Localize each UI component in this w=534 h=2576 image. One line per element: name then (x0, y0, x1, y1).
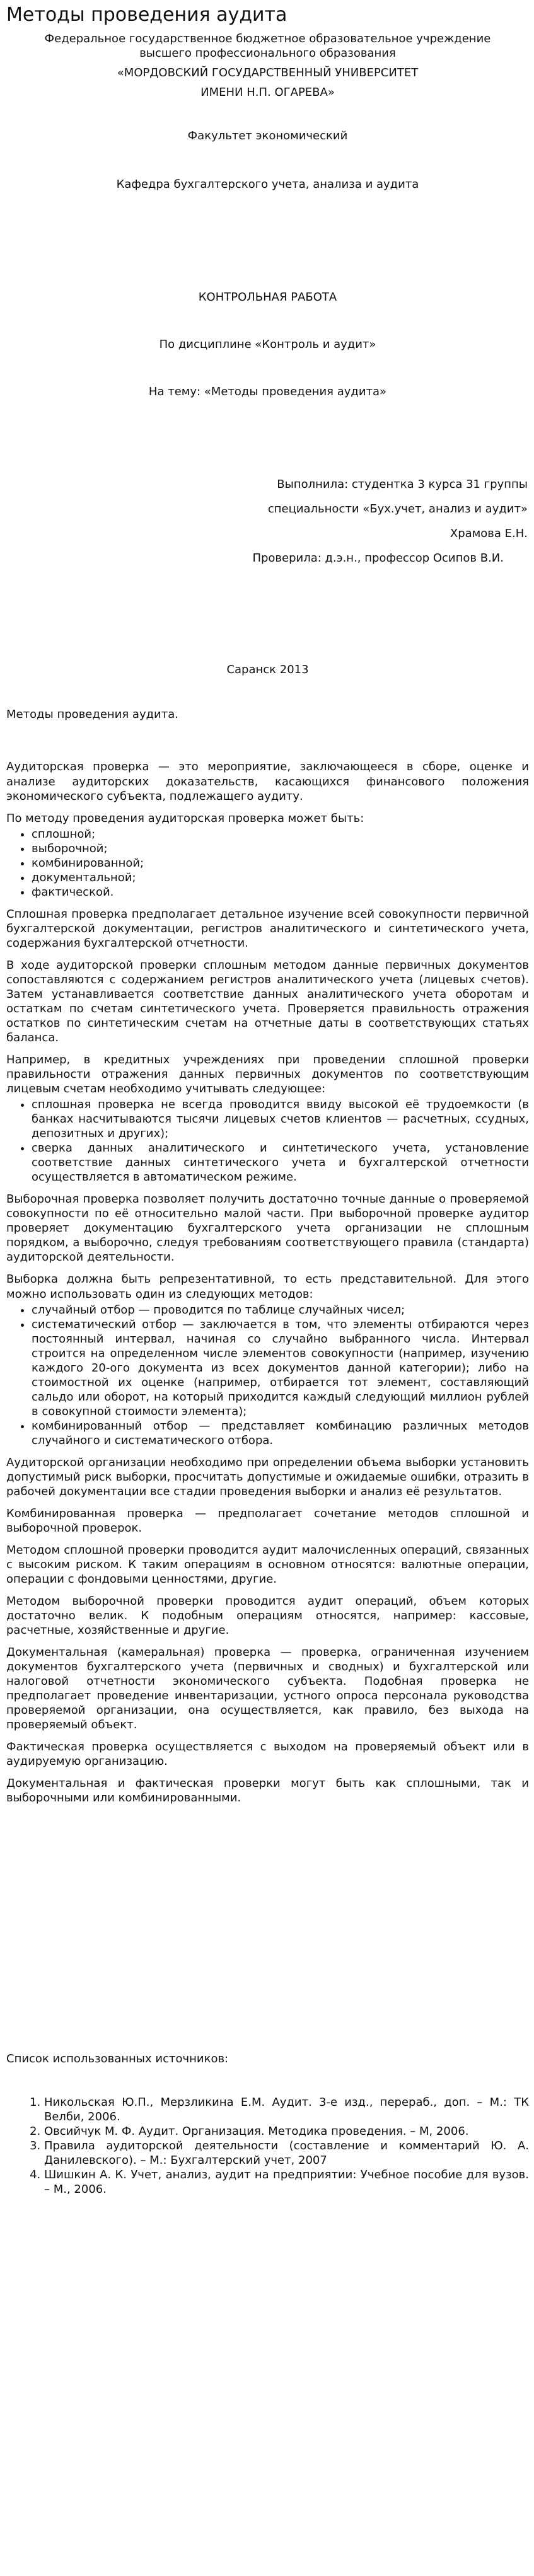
institution-line: ИМЕНИ Н.П. ОГАРЕВА» (200, 86, 335, 100)
paragraph: Аудиторская проверка — это мероприятие, заключающееся в сборе, оценке и анализе аудиторских доказательств, касающихся финансового положения экономического субъекта, подлежащего аудиту. (6, 760, 529, 803)
paragraph: Комбинированная проверка — предполагает сочетание методов сплошной и выборочной проверок. (6, 1506, 529, 1535)
list-item: • систематический отбор — заключается в том, что элементы отбираются через постоянный интервал, начиная со случайно выбранного числа. Интервал строится на определенном числе элементов совокупности (например, изучению каждого 20-ого документа из всех документов данной категории); либо на стоимостной их оценке (например, отбирается тот элемент, составляющий сальдо или оборот, на который приходится каждый следующий миллион рублей в совокупной стоимости элемента); (32, 1317, 529, 1419)
full-check-list (6, 1097, 529, 1184)
sample-methods-list (6, 1303, 529, 1448)
author-line: специальности «Бух.учет, анализ и аудит» (267, 502, 528, 516)
reference-item: 3. Правила аудиторской деятельности (составление и комментарий Ю. А. Данилевского). – М.: Бухгалтерский учет, 2007 (44, 2139, 529, 2168)
list-item: • фактической. (32, 885, 529, 899)
discipline: По дисциплине «Контроль и аудит» (159, 338, 376, 352)
author-block (6, 477, 529, 565)
paragraph: Выборка должна быть репрезентативной, то есть представительной. Для этого можно использовать один из следующих методов: (6, 1273, 529, 1301)
paragraph: Методом выборочной проверки проводится аудит операций, объем которых достаточно велик. К подобным операциям относятся, например: кассовые, расчетные, хозяйственные и другие. (6, 1595, 529, 1637)
methods-list (6, 827, 529, 899)
page-title: Методы проведения аудита (6, 4, 287, 26)
paragraph: Методом сплошной проверки проводится аудит малочисленных операций, связанных с высоким риском. К таким операциям в основном относятся: валютные операции, операции с фондовыми ценностями, другие. (6, 1544, 529, 1586)
institution-line: высшего профессионального образования (139, 47, 396, 61)
section-heading: Методы проведения аудита. (6, 708, 178, 722)
list-item: • комбинированный отбор — представляет комбинацию различных методов случайного и систематического отбора. (32, 1419, 529, 1448)
faculty: Факультет экономический (187, 129, 348, 143)
paragraph: Например, в кредитных учреждениях при проведении сплошной проверки правильности отражения данных первичных документов по соответствующим лицевым счетам необходимо учитывать следующее: (6, 1053, 529, 1096)
reference-item: 1. Никольская Ю.П., Мерзликина Е.М. Аудит. 3-е изд., перераб., доп. – М.: ТК Велби, 2006. (44, 2095, 529, 2124)
list-item: • сверка данных аналитического и синтетического учета, установление соответствие данных синтетического учета и бухгалтерской отчетности осуществляется в автоматическом режиме. (32, 1141, 529, 1184)
paragraph: Документальная (камеральная) проверка — проверка, ограниченная изучением документов бухгалтерского учета (первичных и сводных) и бухгалтерской или налоговой отчетности экономического субъекта. Подобная проверка не предполагает проведение инвентаризации, устного опроса персонала руководства проверяемой организации, она осуществляется, как правило, без выхода на проверяемый объект. (6, 1646, 529, 1732)
topic: На тему: «Методы проведения аудита» (148, 385, 387, 399)
list-item: • документальной; (32, 870, 529, 885)
institution-line: «МОРДОВСКИЙ ГОСУДАРСТВЕННЫЙ УНИВЕРСИТЕТ (117, 66, 419, 80)
reference-item: 2. Овсийчук М. Ф. Аудит. Организация. Методика проведения. – М, 2006. (44, 2124, 529, 2139)
institution-name (6, 32, 529, 100)
list-item: • случайный отбор — проводится по таблице случайных чисел; (32, 1303, 529, 1317)
paragraph: Документальная и фактическая проверки могут быть как сплошными, так и выборочными или комбинированными. (6, 1777, 529, 1805)
list-item: • сплошная проверка не всегда проводится ввиду высокой её трудоемкости (в банках насчитываются тысячи лицевых счетов клиентов — расчетных, ссудных, депозитных и других); (32, 1097, 529, 1141)
list-item: • сплошной; (32, 827, 529, 841)
work-type: КОНТРОЛЬНАЯ РАБОТА (198, 291, 337, 304)
reference-item: 4. Шишкин А. К. Учет, анализ, аудит на предприятии: Учебное пособие для вузов. – М., 2006. (44, 2168, 529, 2197)
author-line: Храмова Е.Н. (450, 527, 528, 541)
paragraph: Фактическая проверка осуществляется с выходом на проверяемый объект или в аудируемую организацию. (6, 1740, 529, 1769)
references-heading: Список использованных источников: (6, 2052, 229, 2065)
institution-line: Федеральное государственное бюджетное образовательное учреждение (44, 32, 491, 45)
title-page (6, 32, 529, 677)
paragraph: По методу проведения аудиторская проверка может быть: (6, 811, 364, 825)
department: Кафедра бухгалтерского учета, анализа и аудита (116, 178, 419, 192)
list-item: • выборочной; (32, 841, 529, 856)
list-item: • комбинированной; (32, 856, 529, 870)
author-line: Выполнила: студентка 3 курса 31 группы (277, 478, 528, 492)
paragraph: Аудиторской организации необходимо при определении объема выборки установить допустимый риск выборки, просчитать допустимые и ожидаемые ошибки, отразить в рабочей документации все стадии проведения выборки и анализ её результатов. (6, 1455, 529, 1498)
paragraph: Выборочная проверка позволяет получить достаточно точные данные о проверяемой совокупности по её относительно малой части. При выборочной проверке аудитор проверяет документацию бухгалтерского учета организации не сплошным порядком, а выборочно, следуя требованиям соответствующего правила (стандарта) аудиторской деятельности. (6, 1193, 529, 1264)
author-line: Проверила: д.э.н., профессор Осипов В.И. (252, 552, 504, 565)
document-body (6, 707, 529, 1805)
paragraph: В ходе аудиторской проверки сплошным методом данные первичных документов сопоставляются с содержанием регистров аналитического учета (лицевых счетов). Затем устанавливается соответствие данных аналитического учета оборотам и остаткам по счетам синтетического учета. Проверяется правильность отражения остатков по синтетическим счетам на отчетные даты в соответствующих статьях баланса. (6, 958, 529, 1044)
city-year: Саранск 2013 (226, 663, 309, 677)
references (6, 2052, 529, 2197)
paragraph: Сплошная проверка предполагает детальное изучение всей совокупности первичной бухгалтерской документации, регистров аналитического и синтетического учета, содержания бухгалтерской отчетности. (6, 907, 529, 950)
references-list (6, 2095, 529, 2197)
